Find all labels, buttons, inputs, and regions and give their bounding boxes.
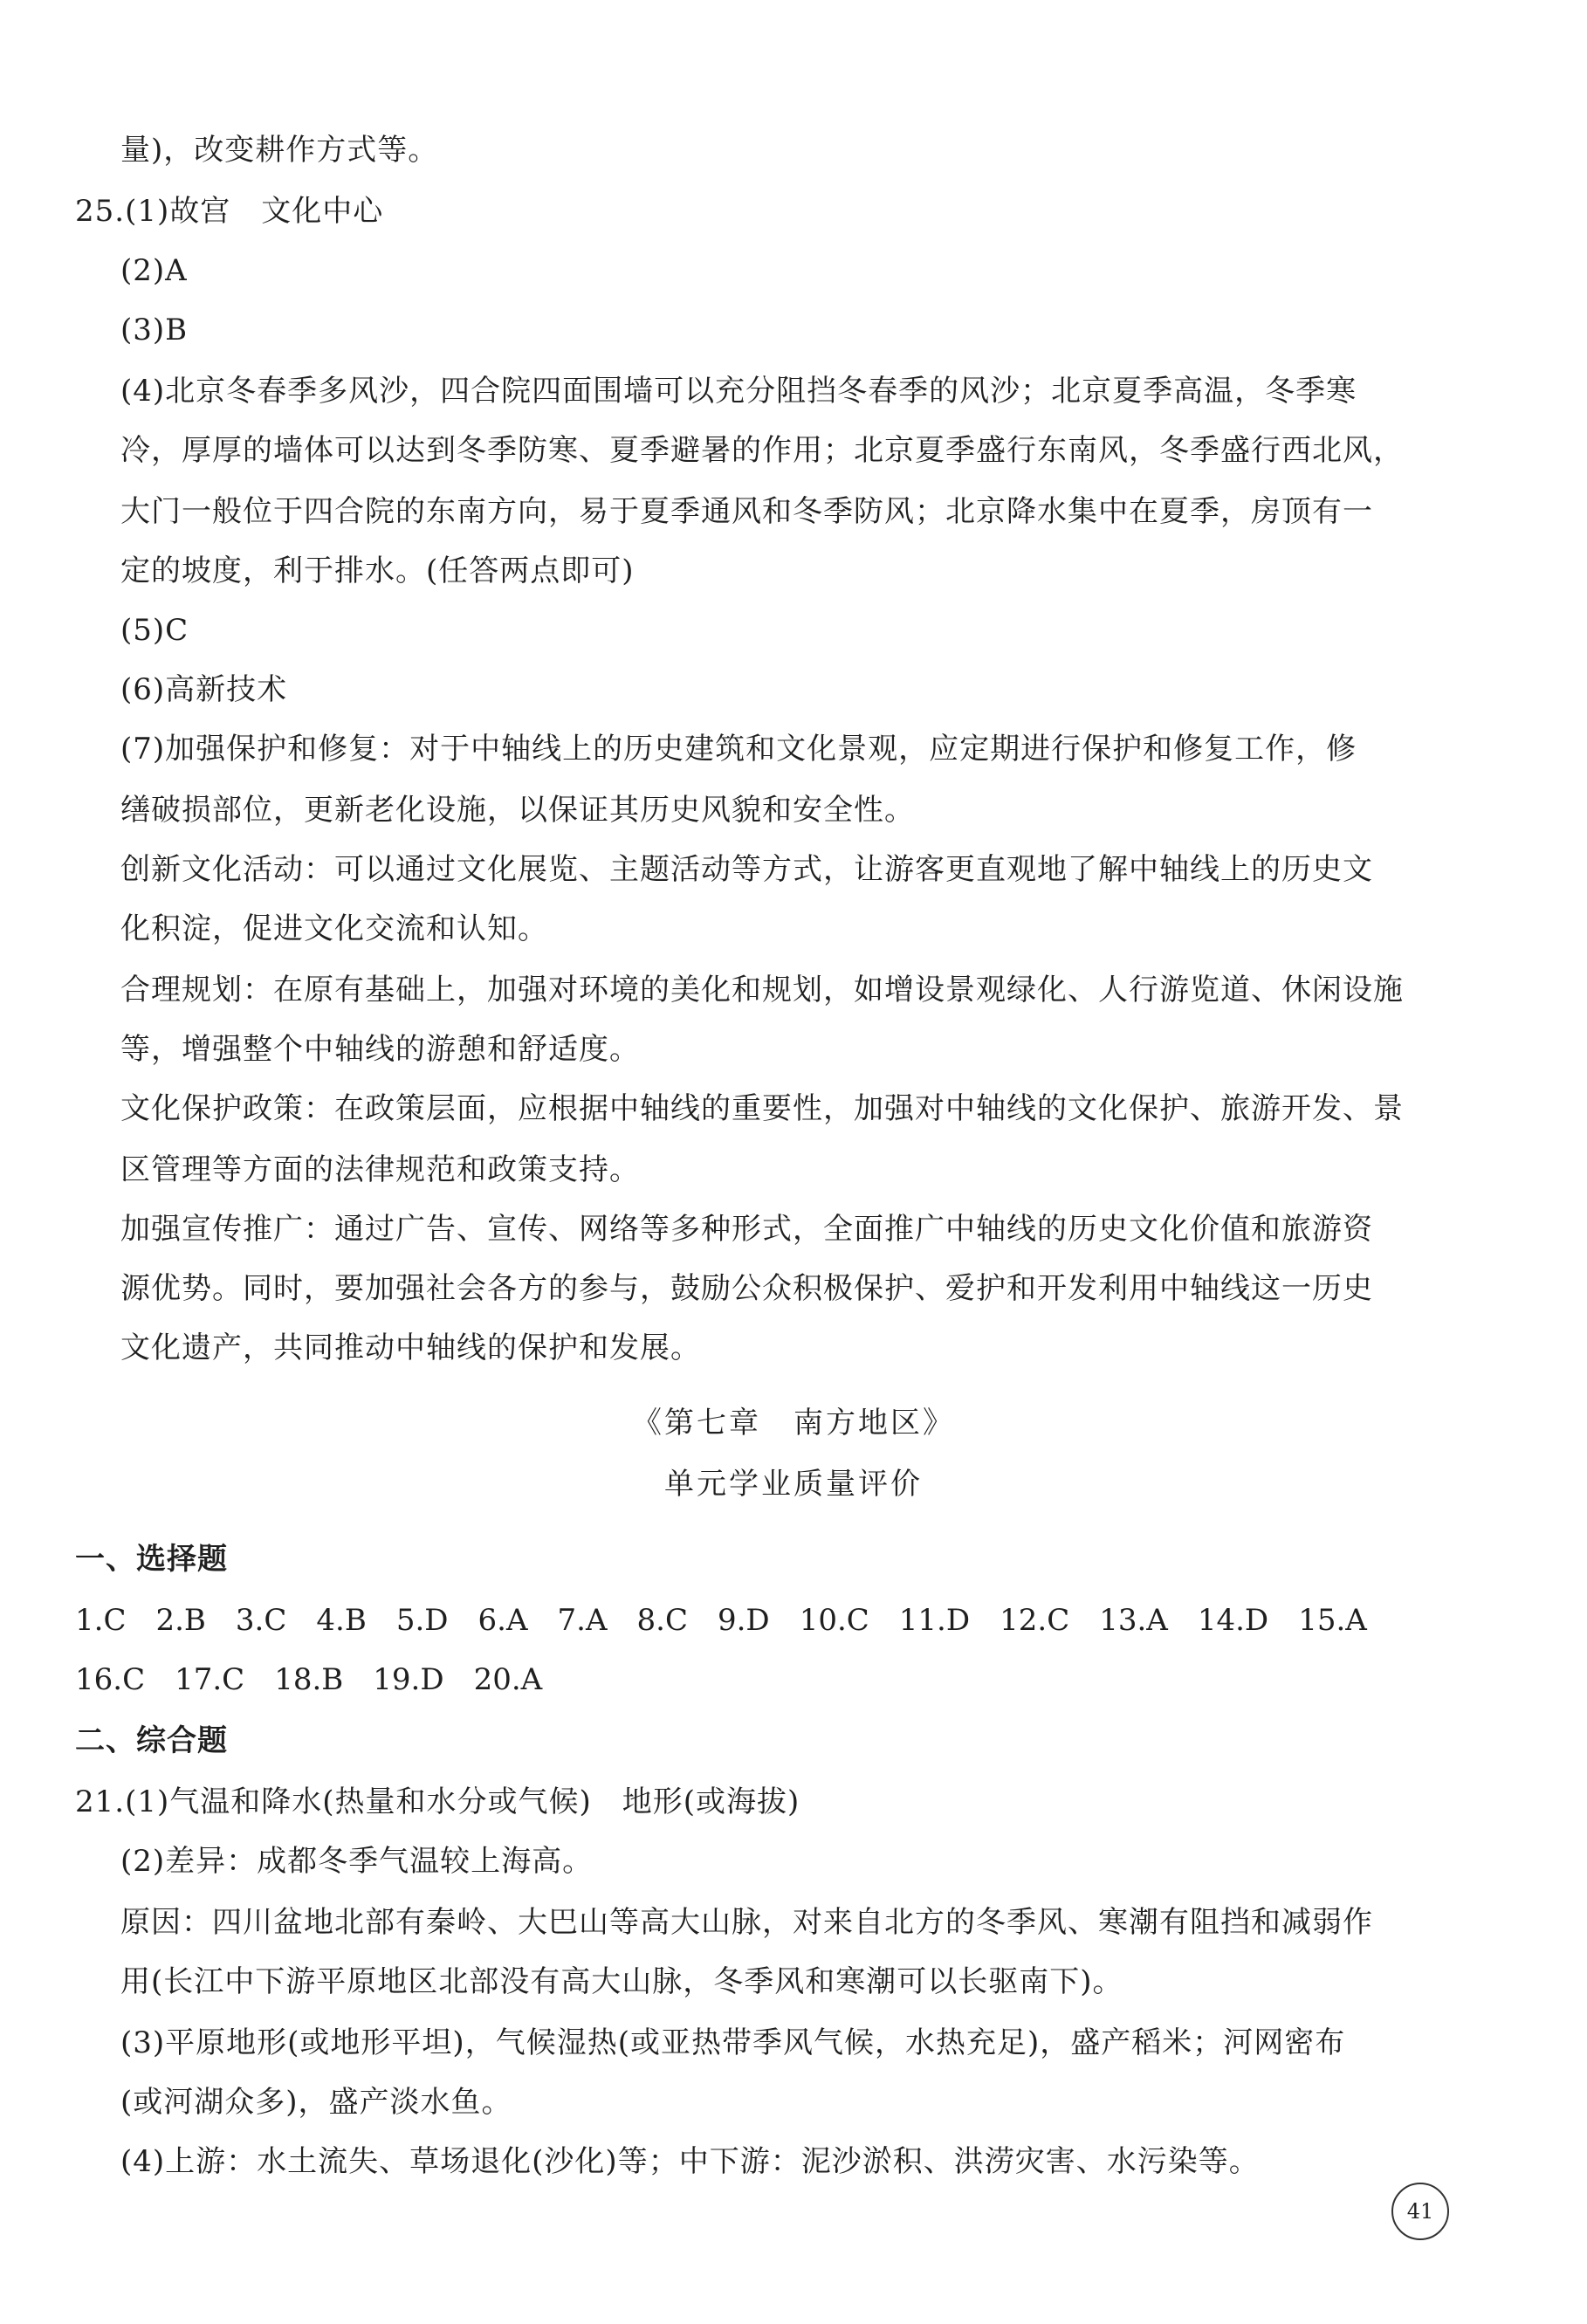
- text-line: 区管理等方面的法律规范和政策支持。: [120, 1152, 640, 1187]
- answer-item: 3.C: [235, 1603, 287, 1638]
- unit-title: 单元学业质量评价: [664, 1467, 923, 1502]
- text-line: (3)B: [120, 313, 189, 347]
- answers-row-2: [75, 1659, 572, 1701]
- text-line: 原因：四川盆地北部有秦岭、大巴山等高大山脉，对来自北方的冬季风、寒潮有阻挡和减弱作: [120, 1905, 1373, 1940]
- text-line: (7)加强保护和修复：对于中轴线上的历史建筑和文化景观，应定期进行保护和修复工作，修: [120, 732, 1357, 767]
- text-line: 源优势。同时，要加强社会各方的参与，鼓励公众积极保护、爱护和开发利用中轴线这一历史: [120, 1271, 1373, 1306]
- text-line: (4)北京冬春季多风沙，四合院四面围墙可以充分阻挡冬春季的风沙；北京夏季高温，冬季寒: [120, 374, 1357, 409]
- answer-item: 6.A: [477, 1603, 528, 1638]
- answer-item: 8.C: [636, 1603, 688, 1638]
- text-line: 合理规划：在原有基础上，加强对环境的美化和规划，如增设景观绿化、人行游览道、休闲设施: [120, 973, 1404, 1007]
- answer-item: 2.B: [155, 1603, 206, 1638]
- text-line: 用(长江中下游平原地区北部没有高大山脉，冬季风和寒潮可以长驱南下)。: [120, 1964, 1123, 1999]
- text-line: 大门一般位于四合院的东南方向，易于夏季通风和冬季防风；北京降水集中在夏季，房顶有一: [120, 494, 1373, 529]
- text-line: 等，增强整个中轴线的游憩和舒适度。: [120, 1032, 640, 1067]
- text-line: 缮破损部位，更新老化设施，以保证其历史风貌和安全性。: [120, 793, 915, 828]
- text-line: 量)，改变耕作方式等。: [120, 133, 439, 168]
- answer-item: 9.D: [717, 1603, 770, 1638]
- answer-item: 18.B: [274, 1662, 344, 1697]
- text-line: 文化遗产，共同推动中轴线的保护和发展。: [120, 1330, 701, 1365]
- answer-item: 12.C: [1000, 1603, 1070, 1638]
- section-heading-choice: 一、选择题: [75, 1542, 228, 1577]
- answer-item: 4.B: [316, 1603, 367, 1638]
- text-line: 冷，厚厚的墙体可以达到冬季防寒、夏季避暑的作用；北京夏季盛行东南风，冬季盛行西北风，: [120, 433, 1404, 468]
- text-line: (5)C: [120, 613, 189, 648]
- text-line: 定的坡度，利于排水。(任答两点即可): [120, 553, 635, 588]
- answer-item: 16.C: [75, 1662, 146, 1697]
- answer-item: 17.C: [175, 1662, 245, 1697]
- text-line: (6)高新技术: [120, 672, 288, 707]
- answer-item: 15.A: [1298, 1603, 1367, 1638]
- text-line: (或河湖众多)，盛产淡水鱼。: [120, 2085, 512, 2120]
- question-21-heading: 21.(1)气温和降水(热量和水分或气候) 地形(或海拔): [75, 1784, 800, 1819]
- answer-item: 19.D: [373, 1662, 444, 1697]
- chapter-title: 《第七章 南方地区》: [632, 1406, 955, 1440]
- question-25-heading: 25.(1)故宫 文化中心: [75, 194, 384, 229]
- text-line: (3)平原地形(或地形平坦)，气候湿热(或亚热带季风气候，水热充足)，盛产稻米；河网密布: [120, 2025, 1346, 2060]
- answer-item: 11.D: [898, 1603, 971, 1638]
- text-line: 创新文化活动：可以通过文化展览、主题活动等方式，让游客更直观地了解中轴线上的历史文: [120, 852, 1373, 887]
- page-number-badge: 41: [1391, 2183, 1449, 2240]
- answer-item: 20.A: [473, 1662, 543, 1697]
- section-heading-comprehensive: 二、综合题: [75, 1723, 228, 1758]
- text-line: (4)上游：水土流失、草场退化(沙化)等；中下游：泥沙淤积、洪涝灾害、水污染等。: [120, 2144, 1260, 2179]
- text-line: 文化保护政策：在政策层面，应根据中轴线的重要性，加强对中轴线的文化保护、旅游开发、景: [120, 1091, 1404, 1126]
- text-line: 加强宣传推广：通过广告、宣传、网络等多种形式，全面推广中轴线的历史文化价值和旅游资: [120, 1212, 1373, 1247]
- answer-item: 7.A: [557, 1603, 608, 1638]
- answer-item: 5.D: [395, 1603, 449, 1638]
- answer-item: 14.D: [1197, 1603, 1269, 1638]
- answer-item: 10.C: [799, 1603, 869, 1638]
- answers-row-1: [75, 1599, 1397, 1641]
- text-line: (2)A: [120, 253, 188, 288]
- answer-item: 1.C: [75, 1603, 127, 1638]
- text-line: 化积淀，促进文化交流和认知。: [120, 911, 548, 946]
- answer-item: 13.A: [1099, 1603, 1168, 1638]
- text-line: (2)差异：成都冬季气温较上海高。: [120, 1844, 594, 1879]
